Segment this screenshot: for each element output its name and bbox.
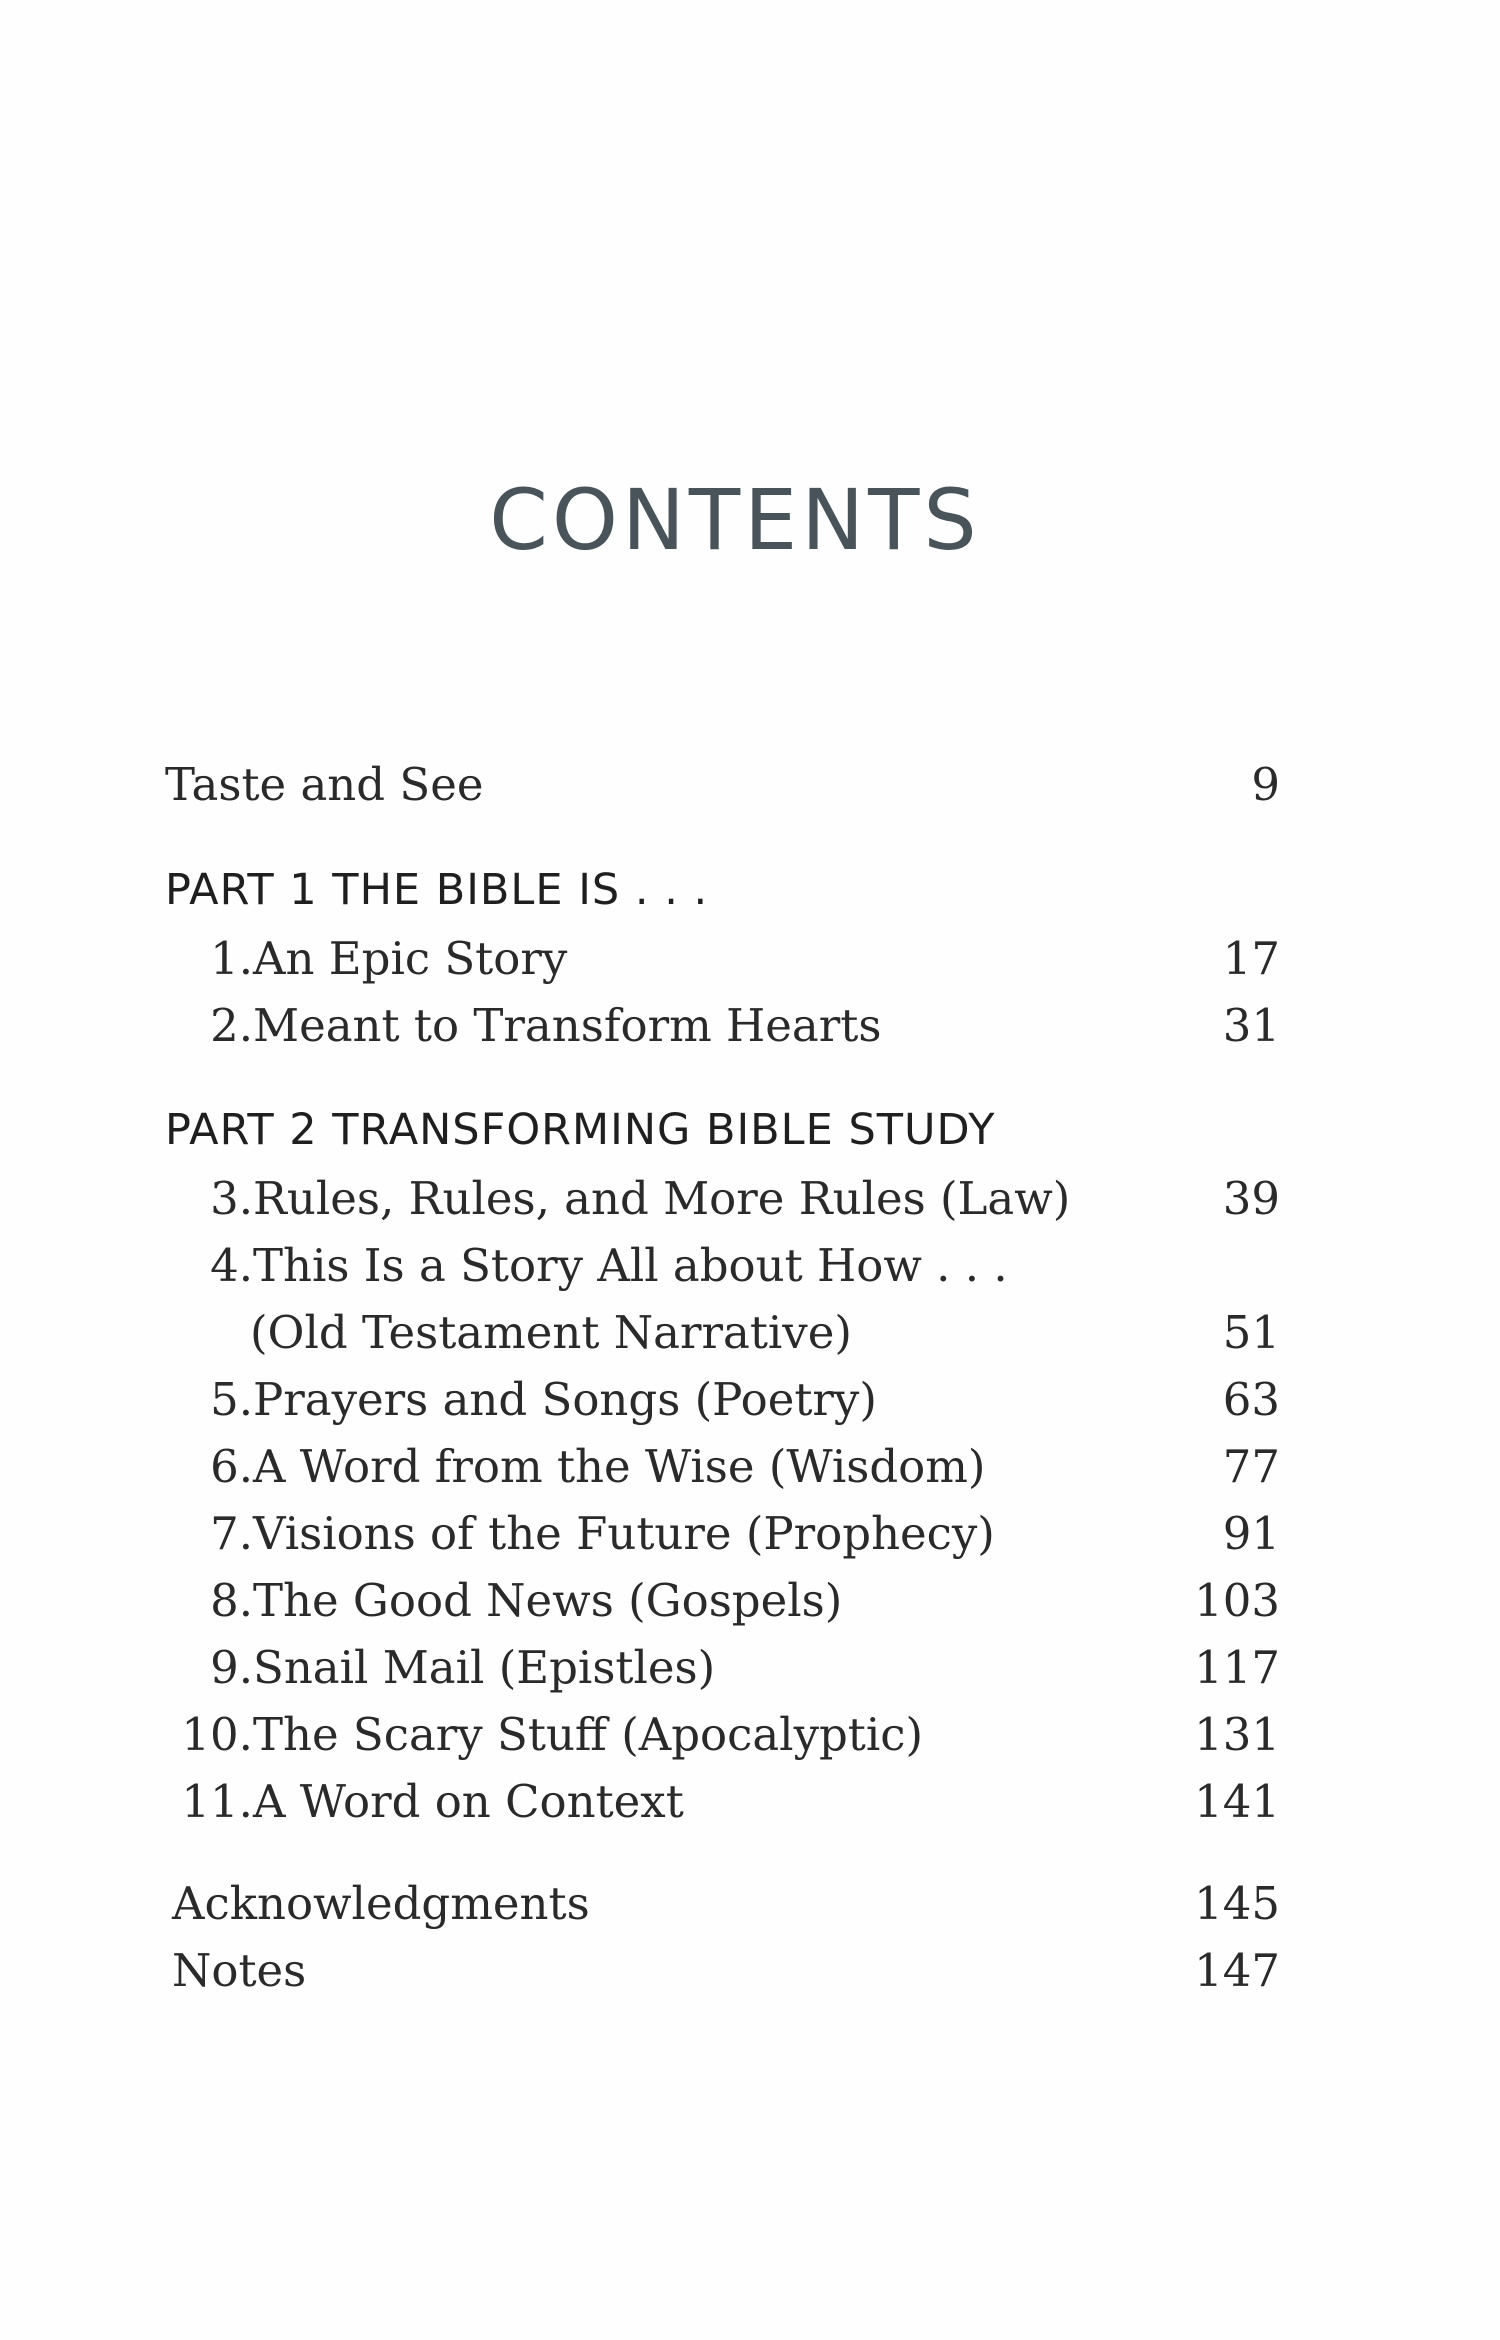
chapter-number: 4.: [210, 1239, 253, 1292]
chapter-title: Rules, Rules, and More Rules (Law): [253, 1172, 1071, 1225]
chapter-title: A Word from the Wise (Wisdom): [253, 1440, 986, 1493]
chapter-title: Snail Mail (Epistles): [253, 1641, 716, 1694]
entry-page-number: 31: [1222, 999, 1280, 1052]
chapter-title: The Good News (Gospels): [253, 1574, 843, 1627]
entry-page-number: 51: [1222, 1306, 1280, 1359]
toc-entry-chapter-10[interactable]: [165, 1702, 1280, 1768]
entry-label: Taste and See: [165, 758, 484, 811]
page-title: CONTENTS: [489, 471, 981, 569]
toc-entry-chapter-3[interactable]: [165, 1166, 1280, 1232]
entry-page-number: 131: [1194, 1708, 1280, 1761]
entry-page-number: 145: [1194, 1877, 1280, 1930]
chapter-number: 11.: [181, 1775, 253, 1828]
chapter-title: An Epic Story: [253, 932, 568, 985]
entry-page-number: 17: [1222, 932, 1280, 985]
chapter-title: Prayers and Songs (Poetry): [253, 1373, 877, 1426]
chapter-number: 1.: [210, 932, 253, 985]
toc-entry-chapter-4[interactable]: [165, 1233, 1280, 1299]
chapter-title: Meant to Transform Hearts: [253, 999, 882, 1052]
entry-page-number: 141: [1194, 1775, 1280, 1828]
entry-page-number: 9: [1251, 758, 1280, 811]
toc-entry-chapter-7[interactable]: [165, 1501, 1280, 1567]
chapter-title: This Is a Story All about How . . .: [253, 1239, 1008, 1292]
entry-label: Notes: [172, 1944, 307, 1997]
toc-entry-chapter-11[interactable]: [165, 1769, 1280, 1835]
entry-page-number: 91: [1222, 1507, 1280, 1560]
toc-entry-chapter-1[interactable]: [165, 926, 1280, 992]
chapter-number: 6.: [210, 1440, 253, 1493]
toc-entry-notes[interactable]: [165, 1938, 1280, 2004]
toc-entry-chapter-6[interactable]: [165, 1434, 1280, 1500]
toc-entry-chapter-2[interactable]: [165, 993, 1280, 1059]
table-of-contents: [165, 0, 1280, 2340]
entry-page-number: 63: [1222, 1373, 1280, 1426]
toc-entry-chapter-9[interactable]: [165, 1635, 1280, 1701]
chapter-title-continued: (Old Testament Narrative): [250, 1306, 852, 1359]
entry-label: Acknowledgments: [172, 1877, 590, 1930]
chapter-number: 2.: [210, 999, 253, 1052]
chapter-title: Visions of the Future (Prophecy): [253, 1507, 995, 1560]
chapter-number: 3.: [210, 1172, 253, 1225]
entry-page-number: 117: [1194, 1641, 1280, 1694]
toc-entry-intro[interactable]: [165, 752, 1280, 818]
toc-entry-chapter-4-continued[interactable]: [165, 1300, 1280, 1366]
part-2-heading: PART 2 TRANSFORMING BIBLE STUDY: [165, 1105, 996, 1155]
toc-entry-acknowledgments[interactable]: [165, 1871, 1280, 1937]
entry-page-number: 77: [1222, 1440, 1280, 1493]
chapter-title: The Scary Stuff (Apocalyptic): [253, 1708, 924, 1761]
chapter-title: A Word on Context: [253, 1775, 684, 1828]
part-1-heading: PART 1 THE BIBLE IS . . .: [165, 865, 709, 915]
toc-entry-chapter-5[interactable]: [165, 1367, 1280, 1433]
chapter-number: 7.: [210, 1507, 253, 1560]
toc-entry-chapter-8[interactable]: [165, 1568, 1280, 1634]
chapter-number: 9.: [210, 1641, 253, 1694]
entry-page-number: 39: [1222, 1172, 1280, 1225]
entry-page-number: 147: [1194, 1944, 1280, 1997]
chapter-number: 10.: [181, 1708, 253, 1761]
chapter-number: 5.: [210, 1373, 253, 1426]
entry-page-number: 103: [1194, 1574, 1280, 1627]
chapter-number: 8.: [210, 1574, 253, 1627]
